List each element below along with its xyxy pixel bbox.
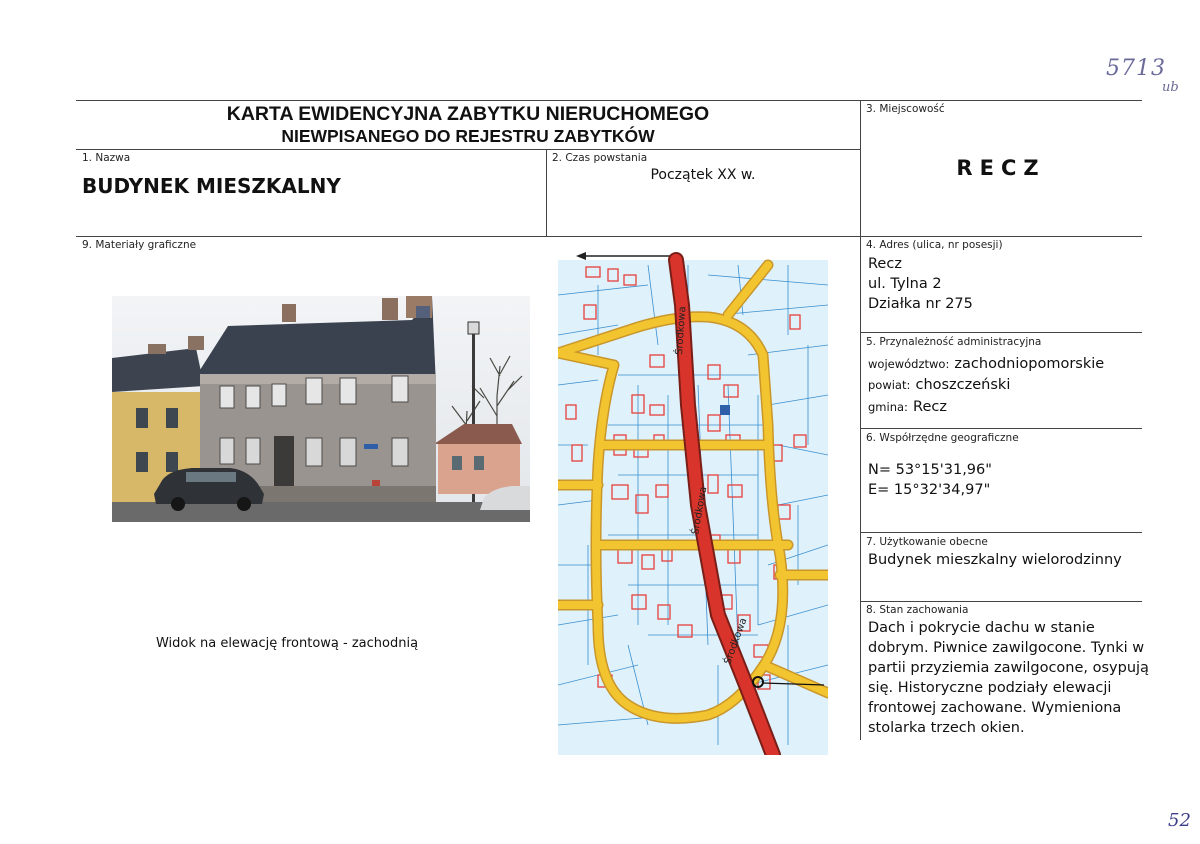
wspolrzedne-e: E= 15°32'34,97" [868, 482, 991, 498]
wojewodztwo-value: zachodniopomorskie [954, 356, 1105, 372]
map-street-label-3: Środkowa [722, 616, 750, 667]
handwritten-initials: ub [1162, 80, 1179, 95]
handwritten-number: 5713 [1106, 56, 1166, 81]
stan-line-6: stolarka trzech okien. [868, 720, 1025, 736]
gmina-value: Recz [913, 399, 947, 415]
adres-label: 4. Adres (ulica, nr posesji) [866, 239, 1003, 251]
rule-right-6 [860, 532, 1142, 533]
stan-line-2: dobrym. Piwnice zawilgocone. Tynki w [868, 640, 1145, 656]
uzytkowanie-value: Budynek mieszkalny wielorodzinny [868, 552, 1122, 568]
czas-label: 2. Czas powstania [552, 152, 648, 164]
adres-line2: ul. Tylna 2 [868, 276, 942, 292]
stan-label: 8. Stan zachowania [866, 604, 969, 616]
powiat-key: powiat: [868, 378, 911, 392]
location-map [558, 245, 828, 755]
czas-value: Początek XX w. [650, 167, 756, 183]
wspolrzedne-label: 6. Współrzędne geograficzne [866, 432, 1019, 444]
stan-line-4: się. Historyczne podziały elewacji [868, 680, 1112, 696]
rule-below-name [76, 236, 1142, 237]
wojewodztwo-key: województwo: [868, 357, 950, 371]
rule-right-7 [860, 601, 1142, 602]
powiat-value: choszczeński [915, 377, 1011, 393]
map-street-label-1: Środkowa [674, 305, 689, 356]
uzytkowanie-label: 7. Użytkowanie obecne [866, 536, 988, 548]
photo-caption: Widok na elewację frontową - zachodnią [155, 636, 419, 651]
stan-line-3: partii przyziemia zawilgocone, osypują [868, 660, 1149, 676]
rule-top [76, 100, 1142, 101]
adres-line1: Recz [868, 256, 902, 272]
powiat-row [868, 374, 1010, 393]
wspolrzedne-n: N= 53°15'31,96" [868, 462, 992, 478]
nazwa-value: BUDYNEK MIESZKALNY [82, 174, 341, 198]
miejscowosc-value: RECZ [956, 156, 1046, 180]
adres-line3: Działka nr 275 [868, 296, 973, 312]
rule-below-title [76, 149, 860, 150]
stan-line-1: Dach i pokrycie dachu w stanie [868, 620, 1095, 636]
nazwa-label: 1. Nazwa [82, 152, 131, 164]
map-street-label-2: Środkowa [690, 485, 710, 536]
card-title-line1: KARTA EWIDENCYJNA ZABYTKU NIERUCHOMEGO [226, 103, 710, 125]
gmina-key: gmina: [868, 400, 908, 414]
handwritten-page-number: 52 [1168, 810, 1191, 831]
rule-right-5 [860, 428, 1142, 429]
przynaleznosc-label: 5. Przynależność administracyjna [866, 336, 1042, 348]
rule-vertical-right [860, 100, 861, 740]
materialy-label: 9. Materiały graficzne [82, 239, 197, 251]
card-title-line2: NIEWPISANEGO DO REJESTRU ZABYTKÓW [281, 126, 655, 146]
miejscowosc-label: 3. Miejscowość [866, 103, 945, 115]
wojewodztwo-row [868, 353, 1104, 372]
rule-vertical-left [546, 149, 547, 236]
rule-right-4 [860, 332, 1142, 333]
gmina-row [868, 396, 947, 415]
building-photo [112, 296, 530, 522]
stan-line-5: frontowej zachowane. Wymieniona [868, 700, 1122, 716]
